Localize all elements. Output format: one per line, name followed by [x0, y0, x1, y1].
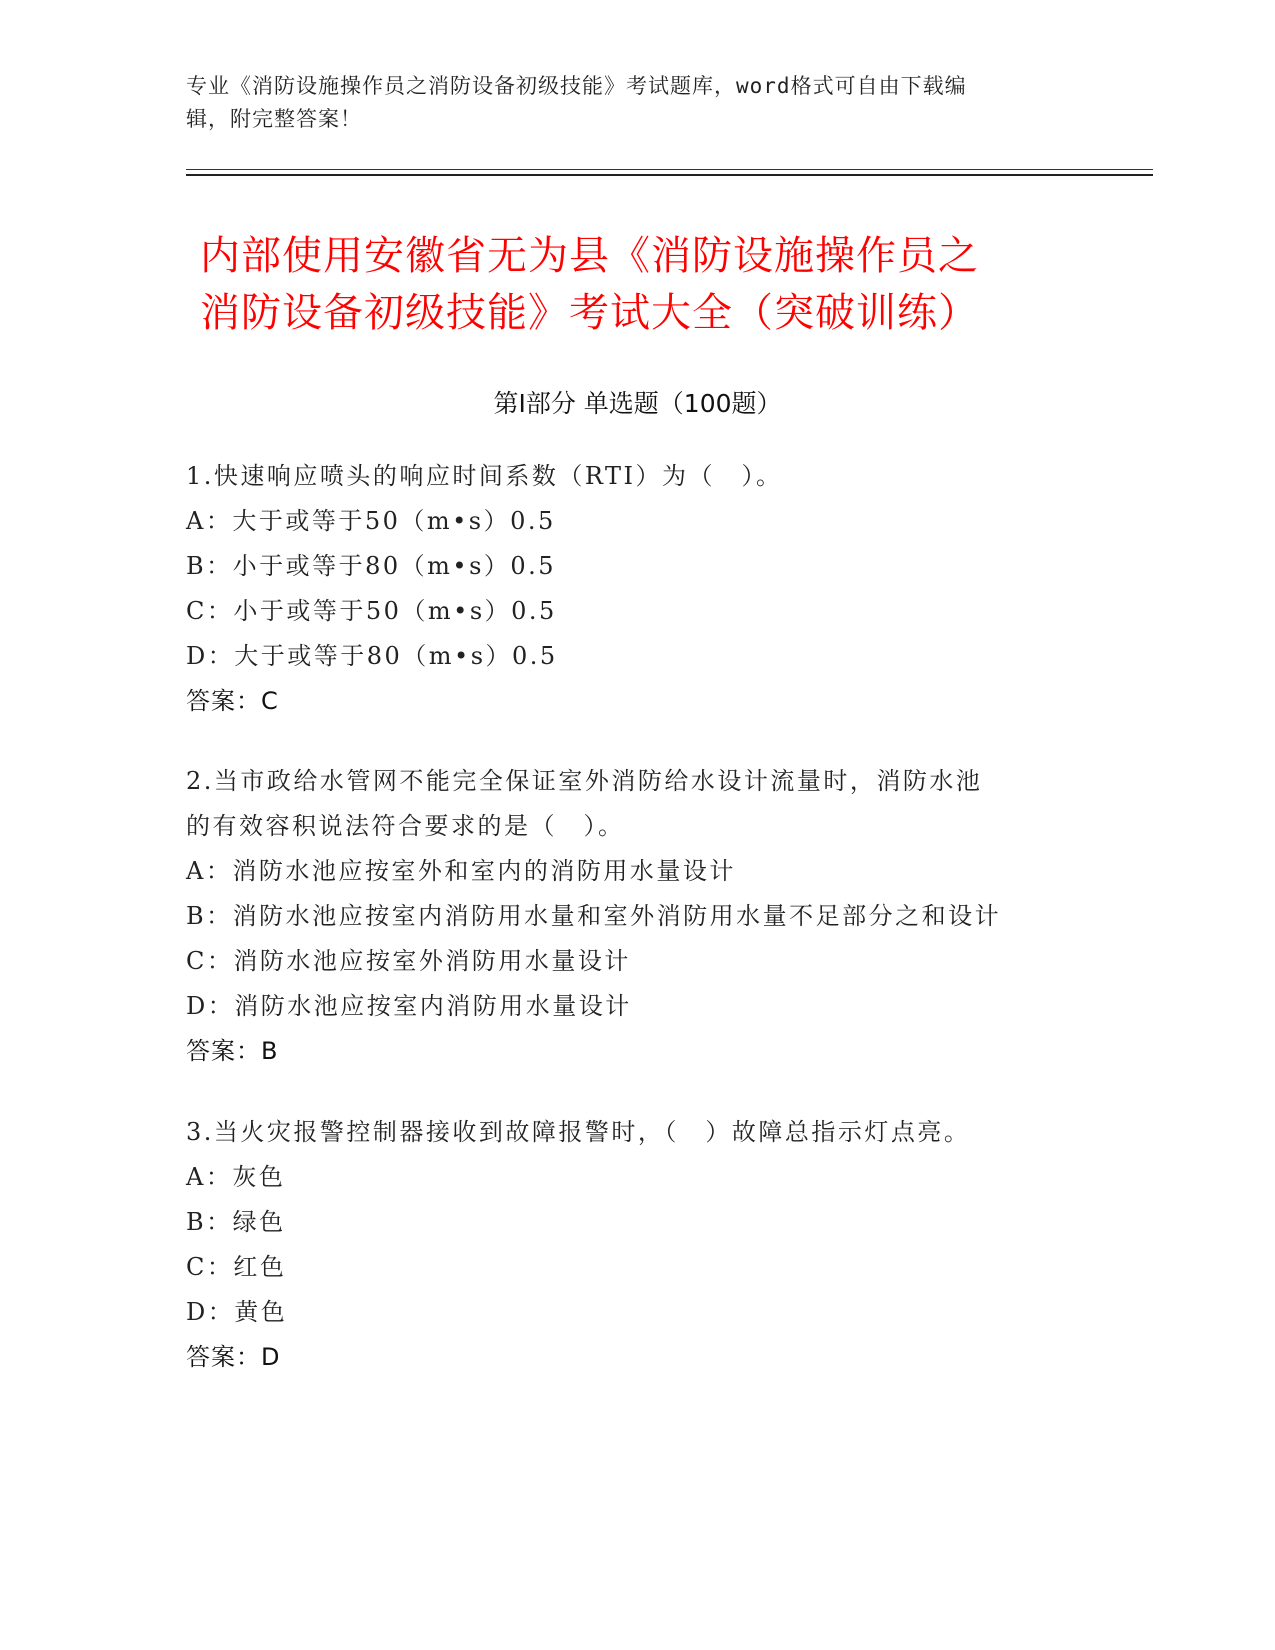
option-a: A：大于或等于50（m•s）0.5 — [186, 507, 556, 535]
option-a: A：消防水池应按室外和室内的消防用水量设计 — [186, 857, 736, 885]
intro-line-1: 专业《消防设施操作员之消防设备初级技能》考试题库，word格式可自由下载编 — [186, 74, 967, 98]
option-b: B：小于或等于80（m•s）0.5 — [186, 552, 557, 580]
option-d: D：黄色 — [186, 1298, 288, 1326]
option-d: D：消防水池应按室内消防用水量设计 — [186, 992, 632, 1020]
question-1 — [186, 454, 1086, 724]
question-2 — [186, 759, 1086, 1074]
document-title — [200, 228, 1100, 342]
intro-line-2: 辑，附完整答案！ — [186, 107, 362, 131]
question-3 — [186, 1110, 1086, 1380]
title-line-1: 内部使用安徽省无为县《消防设施操作员之 — [200, 233, 979, 279]
question-stem: 1.快速响应喷头的响应时间系数（RTI）为（ ）。 — [186, 462, 783, 490]
option-d: D：大于或等于80（m•s）0.5 — [186, 642, 558, 670]
question-stem: 2.当市政给水管网不能完全保证室外消防给水设计流量时，消防水池 — [186, 767, 983, 795]
answer: 答案：C — [186, 687, 279, 715]
option-c: C：小于或等于50（m•s）0.5 — [186, 597, 557, 625]
option-c: C：消防水池应按室外消防用水量设计 — [186, 947, 631, 975]
option-b: B：消防水池应按室内消防用水量和室外消防用水量不足部分之和设计 — [186, 902, 1002, 930]
header-divider-thin — [186, 169, 1153, 170]
header-divider-thick — [186, 174, 1153, 176]
section-heading: 第Ⅰ部分 单选题（100题） — [493, 389, 782, 418]
option-c: C：红色 — [186, 1253, 287, 1281]
option-b: B：绿色 — [186, 1208, 286, 1236]
intro-text — [186, 70, 1066, 136]
option-a: A：灰色 — [186, 1163, 286, 1191]
answer: 答案：B — [186, 1037, 279, 1065]
title-line-2: 消防设备初级技能》考试大全（突破训练） — [200, 290, 979, 336]
question-stem-continued: 的有效容积说法符合要求的是（ ）。 — [186, 812, 625, 840]
answer: 答案：D — [186, 1343, 281, 1371]
question-stem: 3.当火灾报警控制器接收到故障报警时，（ ）故障总指示灯点亮。 — [186, 1118, 971, 1146]
